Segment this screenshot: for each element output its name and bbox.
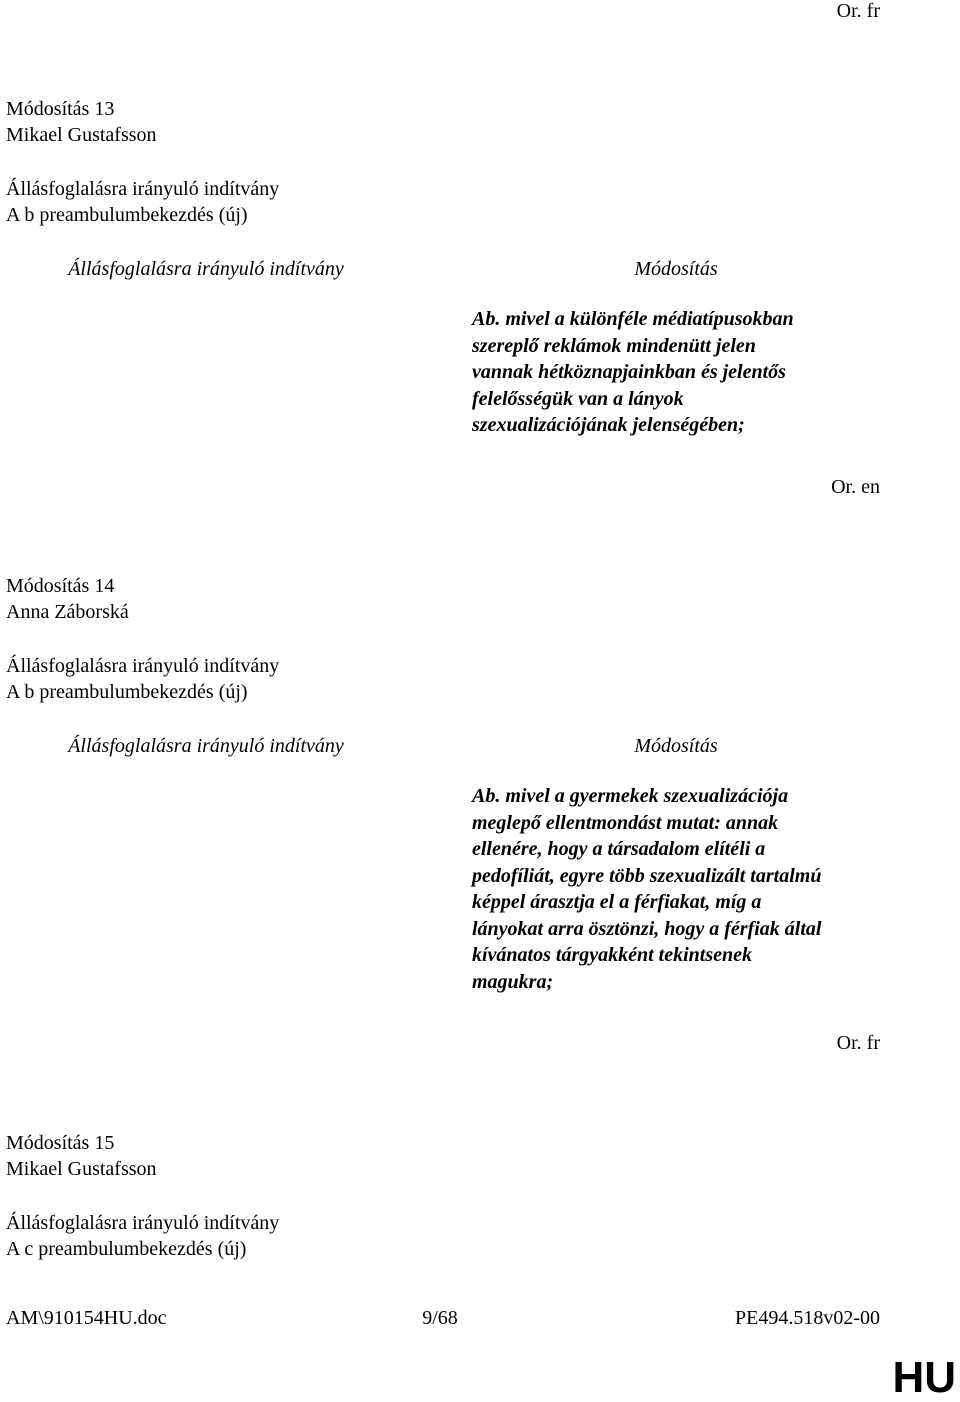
- amended-text-line: meglepő ellentmondást mutat: annak: [472, 811, 779, 834]
- amended-text-line: képpel árasztja el a férfiakat, míg a: [472, 891, 762, 913]
- amendment-author: Mikael Gustafsson: [6, 1158, 157, 1180]
- left-column-heading: Állásfoglalásra irányuló indítvány: [68, 735, 344, 757]
- amendment-number: Módosítás 13: [6, 98, 115, 120]
- amended-text-line: Ab. mivel a különféle médiatípusokban: [472, 308, 794, 330]
- motion-title: Állásfoglalásra irányuló indítvány: [6, 1212, 280, 1234]
- language-code-mark: HU: [892, 1353, 956, 1402]
- amendment-author: Mikael Gustafsson: [6, 124, 157, 146]
- amendment-author: Anna Záborská: [6, 601, 129, 623]
- amended-text-line: vannak hétköznapjainkban és jelentős: [472, 361, 786, 383]
- motion-title: Állásfoglalásra irányuló indítvány: [6, 178, 280, 200]
- amendment-number: Módosítás 14: [6, 575, 115, 597]
- amended-text: [472, 783, 821, 995]
- recital-reference: A b preambulumbekezdés (új): [6, 204, 248, 226]
- amended-text-line: kívánatos tárgyakként tekintsenek: [472, 944, 752, 966]
- left-column-heading: Állásfoglalásra irányuló indítvány: [68, 258, 344, 280]
- amended-text-line: szereplő reklámok mindenütt jelen: [472, 334, 756, 357]
- motion-title: Állásfoglalásra irányuló indítvány: [6, 655, 280, 677]
- pe-reference: PE494.518v02-00: [735, 1307, 880, 1329]
- original-language-note: Or. en: [831, 476, 880, 498]
- page-number: 9/68: [422, 1307, 458, 1329]
- amended-text-line: magukra;: [472, 970, 554, 993]
- recital-reference: A b preambulumbekezdés (új): [6, 681, 248, 703]
- amended-text-line: szexualizációjának jelenségében;: [472, 414, 745, 436]
- amended-text-line: lányokat arra ösztönzi, hogy a férfiak által: [472, 917, 822, 940]
- amended-text-line: felelősségük van a lányok: [472, 387, 684, 410]
- original-language-note: Or. fr: [836, 1032, 880, 1054]
- right-column-heading: Módosítás: [634, 258, 718, 280]
- right-column-heading: Módosítás: [634, 735, 718, 757]
- original-language-note: Or. fr: [836, 0, 880, 22]
- recital-reference: A c preambulumbekezdés (új): [6, 1238, 247, 1260]
- document-reference: AM\910154HU.doc: [6, 1307, 167, 1329]
- amended-text: [472, 306, 794, 439]
- amended-text-line: Ab. mivel a gyermekek szexualizációja: [472, 785, 789, 807]
- amendment-number: Módosítás 15: [6, 1132, 115, 1154]
- amended-text-line: pedofíliát, egyre több szexualizált tartalmú: [472, 864, 822, 887]
- amended-text-line: ellenére, hogy a társadalom elítéli a: [472, 838, 766, 860]
